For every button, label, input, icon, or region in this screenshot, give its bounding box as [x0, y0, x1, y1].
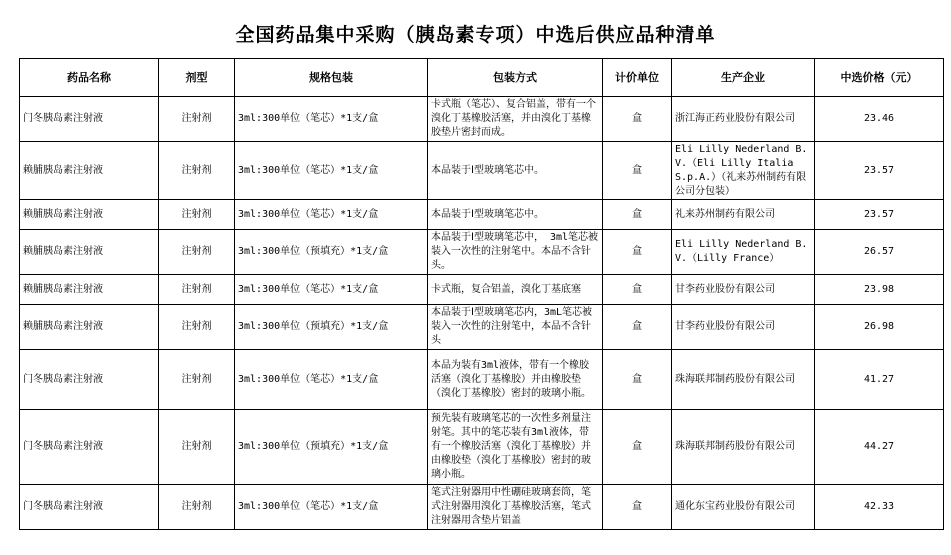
packaging-cell — [428, 305, 603, 350]
unit-cell — [603, 275, 672, 305]
unit-cell-text: 盒 — [632, 441, 642, 452]
price-cell-text: 26.98 — [863, 321, 895, 332]
drug-name-cell-text: 赖脯胰岛素注射液 — [23, 321, 103, 332]
dosage-form-cell — [159, 97, 235, 142]
unit-cell-text: 盒 — [632, 501, 642, 512]
packaging-cell-text: 本品装于Ⅰ型玻璃笔芯中， 3ml笔芯被装入一次性的注射笔中。本品不含针头。 — [431, 232, 599, 271]
packaging-cell-text: 卡式瓶，复合铝盖，溴化丁基底塞 — [431, 283, 581, 295]
company-cell-text: 甘李药业股份有限公司 — [675, 321, 775, 332]
drug-name-cell — [20, 485, 159, 530]
table-row — [20, 410, 944, 485]
unit-cell — [603, 410, 672, 485]
price-cell — [815, 305, 944, 350]
packaging-cell — [428, 97, 603, 142]
unit-cell-text: 盒 — [632, 164, 642, 176]
dosage-form-cell — [159, 350, 235, 410]
drug-name-cell-text: 门冬胰岛素注射液 — [23, 441, 103, 452]
company-cell-text: 珠海联邦制药股份有限公司 — [675, 373, 795, 385]
dosage-form-cell — [159, 142, 235, 200]
table-row — [20, 230, 944, 275]
table-header-row — [20, 59, 944, 97]
packaging-cell — [428, 142, 603, 200]
packaging-cell — [428, 410, 603, 485]
dosage-form-cell-text: 注射剂 — [181, 373, 212, 385]
dosage-form-cell — [159, 485, 235, 530]
spec-cell — [235, 275, 428, 305]
drug-name-cell-text: 赖脯胰岛素注射液 — [23, 164, 103, 176]
drug-supply-table — [19, 58, 944, 530]
table-row — [20, 142, 944, 200]
column-header-company: 生产企业 — [672, 59, 815, 97]
table-row — [20, 485, 944, 530]
company-cell — [672, 305, 815, 350]
unit-cell-text: 盒 — [632, 208, 642, 220]
drug-name-cell-text: 赖脯胰岛素注射液 — [23, 208, 103, 220]
price-cell — [815, 350, 944, 410]
company-cell-text: 礼来苏州制药有限公司 — [675, 208, 775, 220]
price-cell-text: 41.27 — [863, 373, 895, 385]
packaging-cell-text: 卡式瓶（笔芯）、复合铝盖，带有一个溴化丁基橡胶活塞，并由溴化丁基橡胶垫片密封而成。 — [431, 99, 596, 138]
page-title: 全国药品集中采购（胰岛素专项）中选后供应品种清单 — [235, 24, 716, 46]
company-cell — [672, 485, 815, 530]
spec-cell-text: 3ml:300单位（笔芯）*1支/盒 — [238, 164, 379, 176]
packaging-cell — [428, 200, 603, 230]
packaging-cell — [428, 275, 603, 305]
price-cell — [815, 410, 944, 485]
spec-cell — [235, 200, 428, 230]
spec-cell — [235, 142, 428, 200]
drug-name-cell-text: 赖脯胰岛素注射液 — [23, 283, 103, 295]
drug-name-cell-text: 门冬胰岛素注射液 — [23, 113, 103, 124]
packaging-cell-text: 本品为装有3ml液体，带有一个橡胶活塞（溴化丁基橡胶）并由橡胶垫（溴化丁基橡胶）密封的玻璃小瓶。 — [431, 359, 591, 399]
table-row — [20, 305, 944, 350]
spec-cell-text: 3ml:300单位（笔芯）*1支/盒 — [238, 283, 379, 295]
dosage-form-cell-text: 注射剂 — [181, 283, 212, 295]
drug-name-cell-text: 门冬胰岛素注射液 — [23, 373, 103, 385]
price-cell — [815, 142, 944, 200]
column-header-price: 中选价格（元） — [815, 59, 944, 97]
drug-name-cell — [20, 305, 159, 350]
unit-cell-text: 盒 — [632, 113, 642, 124]
unit-cell-text: 盒 — [632, 321, 642, 332]
dosage-form-cell — [159, 305, 235, 350]
dosage-form-cell — [159, 275, 235, 305]
price-cell-text: 23.46 — [863, 113, 895, 124]
spec-cell-text: 3ml:300单位（笔芯）*1支/盒 — [238, 373, 379, 385]
table-row — [20, 275, 944, 305]
spec-cell-text: 3ml:300单位（笔芯）*1支/盒 — [238, 113, 379, 124]
dosage-form-cell — [159, 200, 235, 230]
company-cell-text: 通化东宝药业股份有限公司 — [675, 501, 795, 512]
unit-cell — [603, 305, 672, 350]
packaging-cell-text: 本品装于Ⅰ型玻璃笔芯中。 — [431, 164, 544, 176]
drug-name-cell-text: 赖脯胰岛素注射液 — [23, 246, 103, 257]
table-row — [20, 97, 944, 142]
drug-name-cell — [20, 410, 159, 485]
company-cell-text: 浙江海正药业股份有限公司 — [675, 113, 795, 124]
unit-cell-text: 盒 — [632, 246, 642, 257]
drug-name-cell — [20, 200, 159, 230]
unit-cell — [603, 142, 672, 200]
company-cell — [672, 200, 815, 230]
drug-name-cell-text: 门冬胰岛素注射液 — [23, 501, 103, 512]
unit-cell — [603, 485, 672, 530]
price-cell — [815, 200, 944, 230]
unit-cell — [603, 97, 672, 142]
unit-cell — [603, 230, 672, 275]
price-cell-text: 23.98 — [863, 283, 895, 295]
packaging-cell-text: 本品装于Ⅰ型玻璃笔芯中。 — [431, 208, 544, 220]
drug-name-cell — [20, 142, 159, 200]
dosage-form-cell — [159, 230, 235, 275]
company-cell-text: Eli Lilly Nederland B.V.（Eli Lilly Italia S.p.A.）（礼来苏州制药有限公司分包装） — [675, 143, 808, 197]
packaging-cell — [428, 230, 603, 275]
price-cell-text: 23.57 — [863, 208, 895, 220]
unit-cell-text: 盒 — [632, 373, 642, 385]
company-cell — [672, 275, 815, 305]
unit-cell-text: 盒 — [632, 283, 642, 295]
drug-name-cell — [20, 350, 159, 410]
spec-cell-text: 3ml:300单位（预填充）*1支/盒 — [238, 441, 389, 452]
table-row — [20, 200, 944, 230]
packaging-cell — [428, 350, 603, 410]
company-cell — [672, 97, 815, 142]
company-cell-text: 甘李药业股份有限公司 — [675, 283, 775, 295]
company-cell-text: Eli Lilly Nederland B.V.（Lilly France） — [675, 239, 808, 264]
spec-cell-text: 3ml:300单位（笔芯）*1支/盒 — [238, 208, 379, 220]
company-cell-text: 珠海联邦制药股份有限公司 — [675, 441, 795, 452]
drug-name-cell — [20, 230, 159, 275]
packaging-cell-text: 本品装于Ⅰ型玻璃笔芯内，3mL笔芯被装入一次性的注射笔中，本品不含针头 — [431, 307, 593, 346]
spec-cell — [235, 410, 428, 485]
spec-cell — [235, 230, 428, 275]
drug-name-cell — [20, 275, 159, 305]
packaging-cell-text: 预先装有玻璃笔芯的一次性多剂量注射笔。其中的笔芯装有3ml液体，带有一个橡胶活塞（溴化丁基橡胶）并由橡胶垫（溴化丁基橡胶）密封的玻璃小瓶。 — [431, 413, 591, 480]
price-cell — [815, 275, 944, 305]
dosage-form-cell-text: 注射剂 — [181, 441, 212, 452]
packaging-cell — [428, 485, 603, 530]
packaging-cell-text: 笔式注射器用中性硼硅玻璃套筒，笔式注射器用溴化丁基橡胶活塞，笔式注射器用含垫片铝盖 — [431, 487, 591, 526]
price-cell-text: 26.57 — [863, 246, 895, 257]
price-cell-text: 44.27 — [863, 441, 895, 452]
dosage-form-cell — [159, 410, 235, 485]
spec-cell-text: 3ml:300单位（预填充）*1支/盒 — [238, 246, 389, 257]
dosage-form-cell-text: 注射剂 — [181, 208, 212, 220]
column-header-drug-name: 药品名称 — [20, 59, 159, 97]
spec-cell — [235, 485, 428, 530]
dosage-form-cell-text: 注射剂 — [181, 501, 212, 512]
price-cell — [815, 230, 944, 275]
dosage-form-cell-text: 注射剂 — [181, 164, 212, 176]
unit-cell — [603, 350, 672, 410]
column-header-dosage-form: 剂型 — [159, 59, 235, 97]
company-cell — [672, 350, 815, 410]
spec-cell — [235, 350, 428, 410]
column-header-packaging: 包装方式 — [428, 59, 603, 97]
dosage-form-cell-text: 注射剂 — [181, 246, 212, 257]
spec-cell — [235, 97, 428, 142]
dosage-form-cell-text: 注射剂 — [181, 113, 212, 124]
company-cell — [672, 410, 815, 485]
spec-cell — [235, 305, 428, 350]
dosage-form-cell-text: 注射剂 — [181, 321, 212, 332]
price-cell — [815, 97, 944, 142]
price-cell-text: 42.33 — [863, 501, 895, 512]
price-cell-text: 23.57 — [863, 164, 895, 176]
drug-name-cell — [20, 97, 159, 142]
company-cell — [672, 230, 815, 275]
unit-cell — [603, 200, 672, 230]
company-cell — [672, 142, 815, 200]
spec-cell-text: 3ml:300单位（笔芯）*1支/盒 — [238, 501, 379, 512]
table-row — [20, 350, 944, 410]
price-cell — [815, 485, 944, 530]
column-header-spec: 规格包装 — [235, 59, 428, 97]
spec-cell-text: 3ml:300单位（预填充）*1支/盒 — [238, 321, 389, 332]
column-header-unit: 计价单位 — [603, 59, 672, 97]
